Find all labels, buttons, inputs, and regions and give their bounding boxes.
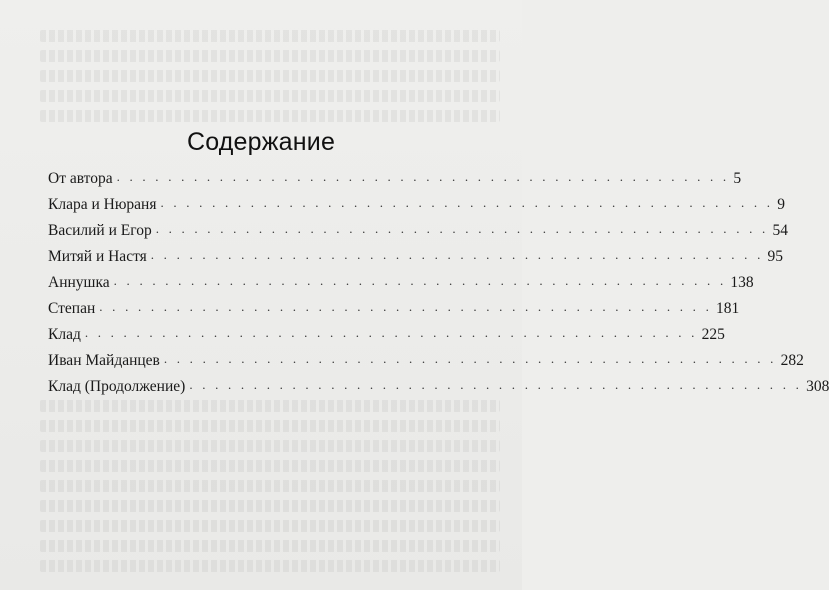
toc-entry-page: 282 (780, 352, 804, 369)
toc-entry[interactable] (48, 169, 742, 196)
show-through-text (40, 460, 500, 472)
toc-entry-page: 225 (701, 326, 725, 343)
show-through-text (40, 50, 500, 62)
dot-leader: . . . . . . . . . . . . . . . . . . . . . . . . . . . . . . . . . . . . . . . . . . . . . . . . (116, 169, 730, 184)
dot-leader: . . . . . . . . . . . . . . . . . . . . . . . . . . . . . . . . . . . . . . . . . . . . . . . . (163, 351, 777, 366)
show-through-text (40, 520, 500, 532)
dot-leader: . . . . . . . . . . . . . . . . . . . . . . . . . . . . . . . . . . . . . . . . . . . . . . . . (99, 299, 713, 314)
toc-entry-title: Иван Майданцев (48, 352, 160, 369)
show-through-text (40, 560, 500, 572)
toc-entry[interactable] (48, 325, 725, 352)
toc-entry-title: Аннушка (48, 274, 110, 291)
dot-leader: . . . . . . . . . . . . . . . . . . . . . . . . . . . . . . . . . . . . . . . . . . . . . . . . (113, 273, 727, 288)
toc-entry[interactable] (48, 377, 829, 404)
toc-entry[interactable] (48, 247, 784, 274)
show-through-text (40, 70, 500, 82)
dot-leader: . . . . . . . . . . . . . . . . . . . . . . . . . . . . . . . . . . . . . . . . . . . . . . . . (84, 325, 698, 340)
toc-entry-page: 308 (806, 378, 829, 395)
toc-entry-page: 95 (767, 248, 784, 265)
toc-entry-title: Степан (48, 300, 96, 317)
toc-entry[interactable] (48, 299, 740, 326)
toc-entry-page: 138 (730, 274, 754, 291)
toc-entry-page: 5 (733, 170, 742, 187)
show-through-text (40, 110, 500, 122)
toc-entry-title: Клад (48, 326, 81, 343)
dot-leader: . . . . . . . . . . . . . . . . . . . . . . . . . . . . . . . . . . . . . . . . . . . . . . . . (160, 195, 774, 210)
toc-entry-title: Клад (Продолжение) (48, 378, 186, 395)
toc-entry-title: От автора (48, 170, 113, 187)
show-through-text (40, 500, 500, 512)
toc-entry[interactable] (48, 273, 754, 300)
show-through-text (40, 440, 500, 452)
toc-entry-title: Клара и Нюраня (48, 196, 157, 213)
dot-leader: . . . . . . . . . . . . . . . . . . . . . . . . . . . . . . . . . . . . . . . . . . . . . . . . (189, 377, 803, 392)
dot-leader: . . . . . . . . . . . . . . . . . . . . . . . . . . . . . . . . . . . . . . . . . . . . . . . . (155, 221, 769, 236)
toc-entry-page: 54 (772, 222, 788, 239)
toc-entry-title: Василий и Егор (48, 222, 152, 239)
table-of-contents (48, 169, 829, 404)
show-through-text (40, 30, 500, 42)
toc-entry[interactable] (48, 195, 785, 222)
dot-leader: . . . . . . . . . . . . . . . . . . . . . . . . . . . . . . . . . . . . . . . . . . . . . . . . (150, 247, 764, 262)
toc-entry-title: Митяй и Настя (48, 248, 147, 265)
page-title: Содержание (186, 128, 336, 156)
toc-entry[interactable] (48, 351, 804, 378)
show-through-text (40, 540, 500, 552)
show-through-text (40, 480, 500, 492)
toc-entry[interactable] (48, 221, 788, 248)
toc-entry-page: 181 (716, 300, 740, 317)
toc-entry-page: 9 (777, 196, 785, 213)
show-through-text (40, 90, 500, 102)
show-through-text (40, 420, 500, 432)
